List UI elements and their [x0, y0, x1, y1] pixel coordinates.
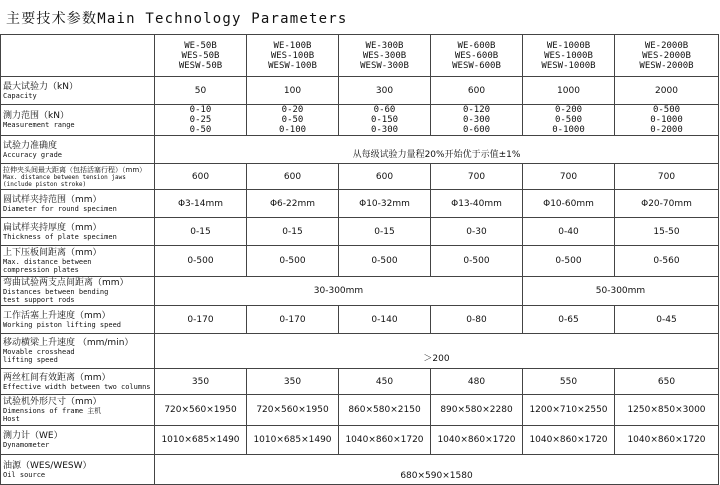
page-title: 主要技术参数Main Technology Parameters	[6, 11, 348, 27]
table-cell: 0-140	[339, 306, 431, 334]
row-label	[1, 426, 155, 455]
table-cell: 0-560	[615, 246, 719, 277]
table-cell: 0-500	[339, 246, 431, 277]
compression-row	[1, 246, 719, 277]
row-label	[1, 77, 155, 105]
table-cell: 0-40	[523, 218, 615, 246]
row-label	[1, 218, 155, 246]
table-cell: 720×560×1950	[155, 395, 247, 426]
row-label-zh: 测力范围（kN）	[3, 111, 69, 121]
row-label-zh: 圆试样夹持范围（mm）	[3, 194, 102, 205]
capacity-row	[1, 77, 719, 105]
table-cell: 600	[247, 164, 339, 190]
row-label-zh: 工作活塞上升速度（mm）	[3, 310, 111, 321]
table-cell: 100	[247, 77, 339, 105]
table-cell: 480	[431, 369, 523, 395]
table-cell: Φ10-32mm	[339, 190, 431, 218]
row-label-zh: 测力计（WE）	[3, 431, 63, 441]
model-header-row	[1, 35, 719, 77]
oil-source-value: 680×590×1580	[155, 455, 719, 485]
table-cell: 600	[339, 164, 431, 190]
row-label-en: Capacity	[3, 91, 37, 100]
round-specimen-row	[1, 190, 719, 218]
header-corner-cell	[1, 35, 155, 77]
row-label	[1, 334, 155, 369]
table-cell: 600	[155, 164, 247, 190]
measurement-range-row	[1, 105, 719, 136]
table-cell: Φ6-22mm	[247, 190, 339, 218]
table-cell: Φ3-14mm	[155, 190, 247, 218]
table-cell: 860×580×2150	[339, 395, 431, 426]
table-cell: 0-500	[523, 246, 615, 277]
table-cell: Φ10-60mm	[523, 190, 615, 218]
crosshead-speed-value: ＞200	[155, 334, 719, 369]
table-cell: 650	[615, 369, 719, 395]
bending-value-a: 30-300mm	[155, 277, 523, 306]
model-header: WE-50B WES-50B WESW-50B	[155, 35, 247, 77]
table-cell: 0-500	[247, 246, 339, 277]
table-cell: 1040×860×1720	[615, 426, 719, 455]
row-label	[1, 246, 155, 277]
bending-row	[1, 277, 719, 306]
table-cell: 0-30	[431, 218, 523, 246]
row-label-en: Thickness of plate specimen	[3, 232, 117, 241]
oil-source-row	[1, 455, 719, 485]
table-cell: 350	[155, 369, 247, 395]
plate-thickness-row	[1, 218, 719, 246]
table-cell: 700	[523, 164, 615, 190]
table-cell: 15-50	[615, 218, 719, 246]
accuracy-row	[1, 136, 719, 164]
row-label-en: Effective width between two columns	[3, 382, 151, 391]
row-label-en: Diameter for round specimen	[3, 204, 117, 213]
row-label	[1, 277, 155, 306]
table-cell: 1040×860×1720	[523, 426, 615, 455]
table-cell: 2000	[615, 77, 719, 105]
table-cell: 1200×710×2550	[523, 395, 615, 426]
row-label-zh: 上下压板间距离（mm）	[3, 248, 102, 258]
table-cell: Φ20-70mm	[615, 190, 719, 218]
table-cell: 1250×850×3000	[615, 395, 719, 426]
table-cell: 700	[431, 164, 523, 190]
table-cell: 0-200 0-500 0-1000	[523, 105, 615, 136]
row-label-zh: 弯曲试验两支点间距离（mm）	[3, 278, 129, 288]
table-cell: 1040×860×1720	[339, 426, 431, 455]
model-header: WE-1000B WES-1000B WESW-1000B	[523, 35, 615, 77]
table-cell: 0-15	[339, 218, 431, 246]
table-cell: 1040×860×1720	[431, 426, 523, 455]
row-label-zh: 拉伸夹头间最大距离（包括活塞行程）（mm）	[3, 165, 147, 174]
table-cell: 0-65	[523, 306, 615, 334]
row-label-en: Accuracy grade	[3, 150, 63, 159]
model-header: WE-600B WES-600B WESW-600B	[431, 35, 523, 77]
table-cell: 720×560×1950	[247, 395, 339, 426]
accuracy-value: 从每级试验力量程20%开始优于示值±1%	[155, 136, 719, 164]
table-cell: 700	[615, 164, 719, 190]
table-cell: 450	[339, 369, 431, 395]
row-label-en: Max. distance between compression plates	[3, 258, 92, 274]
row-label-zh: 试验力准确度	[3, 140, 58, 151]
table-cell: 550	[523, 369, 615, 395]
row-label-en: Working piston lifting speed	[3, 320, 122, 329]
row-label-zh: 扁试样夹持厚度（mm）	[3, 222, 102, 233]
row-label-en: Movable crosshead lifting speed	[3, 348, 75, 364]
row-label	[1, 105, 155, 136]
row-label-en: Measurement range	[3, 121, 75, 129]
tension-distance-row	[1, 164, 719, 190]
table-cell: 0-15	[155, 218, 247, 246]
crosshead-speed-row	[1, 334, 719, 369]
row-label	[1, 369, 155, 395]
model-header: WE-300B WES-300B WESW-300B	[339, 35, 431, 77]
table-cell: 0-15	[247, 218, 339, 246]
row-label	[1, 455, 155, 485]
row-label	[1, 136, 155, 164]
model-header: WE-2000B WES-2000B WESW-2000B	[615, 35, 719, 77]
table-cell: Φ13-40mm	[431, 190, 523, 218]
row-label	[1, 190, 155, 218]
model-header: WE-100B WES-100B WESW-100B	[247, 35, 339, 77]
row-label-en: Distances between bending test support rods	[3, 288, 109, 304]
row-label	[1, 164, 155, 190]
parameters-table	[0, 34, 719, 485]
table-cell: 1010×685×1490	[155, 426, 247, 455]
row-label-zh: 试验机外形尺寸（mm）	[3, 397, 102, 407]
table-cell: 300	[339, 77, 431, 105]
row-label-zh: 油源（WES/WESW）	[3, 460, 92, 471]
table-cell: 1010×685×1490	[247, 426, 339, 455]
row-label-en: Oil source	[3, 470, 46, 479]
row-label-zh: 两丝杠间有效距离（mm）	[3, 372, 111, 383]
row-label	[1, 306, 155, 334]
piston-speed-row	[1, 306, 719, 334]
table-cell: 350	[247, 369, 339, 395]
effective-width-row	[1, 369, 719, 395]
table-cell: 0-120 0-300 0-600	[431, 105, 523, 136]
table-cell: 890×580×2280	[431, 395, 523, 426]
table-cell: 0-60 0-150 0-300	[339, 105, 431, 136]
bending-value-b: 50-300mm	[523, 277, 719, 306]
row-label	[1, 395, 155, 426]
table-cell: 0-500	[431, 246, 523, 277]
frame-dimensions-row	[1, 395, 719, 426]
table-cell: 0-10 0-25 0-50	[155, 105, 247, 136]
table-cell: 0-500	[155, 246, 247, 277]
row-label-zh: 最大试验力（kN）	[3, 81, 78, 92]
table-cell: 50	[155, 77, 247, 105]
table-cell: 0-170	[155, 306, 247, 334]
table-cell: 0-20 0-50 0-100	[247, 105, 339, 136]
row-label-en: Max. distance between tension jaws (include piston stroke)	[3, 173, 126, 188]
table-cell: 0-45	[615, 306, 719, 334]
table-cell: 600	[431, 77, 523, 105]
row-label-en: Dimensions of frame 主机 Host	[3, 407, 102, 423]
row-label-zh: 移动横梁上升速度 （mm/min）	[3, 338, 134, 348]
table-cell: 0-170	[247, 306, 339, 334]
dynamometer-row	[1, 426, 719, 455]
table-cell: 0-500 0-1000 0-2000	[615, 105, 719, 136]
row-label-en: Dynamometer	[3, 441, 50, 449]
table-cell: 1000	[523, 77, 615, 105]
table-cell: 0-80	[431, 306, 523, 334]
